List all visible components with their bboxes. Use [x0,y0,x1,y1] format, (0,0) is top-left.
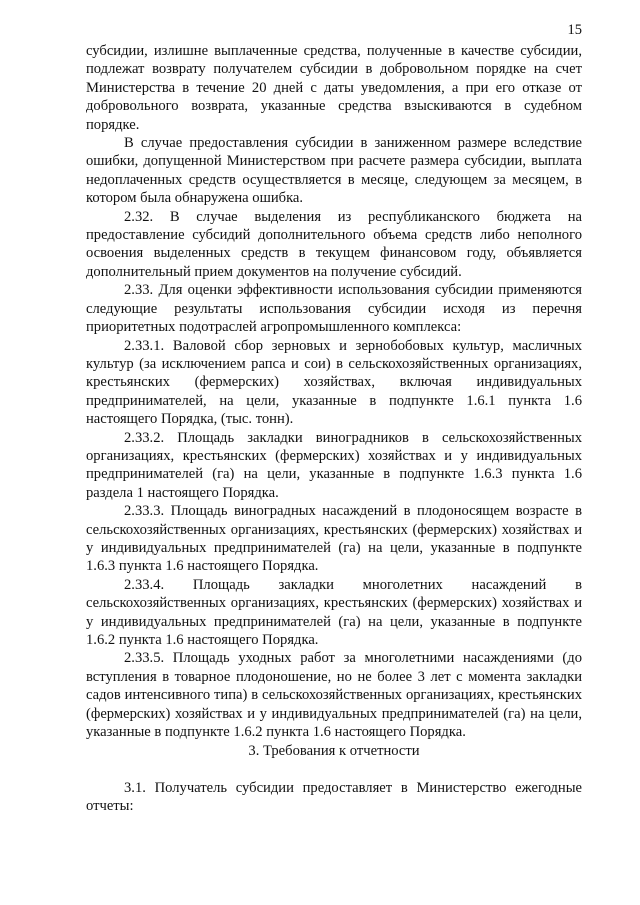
paragraph-underpayment: В случае предоставления субсидии в заниженном размере вследствие ошибки, допущенной Министерством при расчете размера субсидии, выплата недоплаченных средств осуществляется в месяце, следующем за месяцем, в котором была обнаружена ошибка. [86,135,582,207]
section-heading: 3. Требования к отчетности [248,743,420,759]
paragraph-2-33-5: 2.33.5. Площадь уходных работ за многолетними насаждениями (до вступления в товарное плодоношение, но не более 3 лет с момента закладки садов интенсивного типа) в сельскохозяйственных организациях, крестьянских (фермерских) хозяйствах и у индивидуальных предпринимателей (га) на цели, указанные в подпункте 1.6.2 пункта 1.6 настоящего Порядка. [86,650,582,741]
paragraph-2-33-4: 2.33.4. Площадь закладки многолетних насаждений в сельскохозяйственных организациях, крестьянских (фермерских) хозяйствах и у индивидуальных предпринимателей (га) на цели, указанные в подпункте 1.6.2 пункта 1.6 настоящего Порядка. [86,576,582,648]
paragraph-2-33: 2.33. Для оценки эффективности использования субсидии применяются следующие результаты использования субсидии исходя из перечня приоритетных подотраслей агропромышленного комплекса: [86,282,582,336]
page-number: 15 [567,22,582,38]
paragraph-2-33-2: 2.33.2. Площадь закладки виноградников в сельскохозяйственных организациях, крестьянских (фермерских) хозяйствах и у индивидуальных предпринимателей (га) на цели, указанные в подпункте 1.6.3 пункта 1.6 раздела 1 настоящего Порядка. [86,429,582,501]
paragraph-2-33-1: 2.33.1. Валовой сбор зерновых и зернобобовых культур, масличных культур (за исключением рапса и сои) в сельскохозяйственных организациях, крестьянских (фермерских) хозяйствах, включая индивидуальных предпринимателей, на цели, указанные в подпункте 1.6.1 пункта 1.6 настоящего Порядка, (тыс. тонн). [86,337,582,428]
section-3-text [86,779,582,816]
paragraph-subsidy-refund: субсидии, излишне выплаченные средства, полученные в качестве субсидии, подлежат возврату получателем субсидии в добровольном порядке на счет Министерства в течение 20 дней с даты уведомления, а при его отказе от добровольного возврата, указанные средства взыскиваются в судебном порядке. [86,43,582,133]
paragraph-2-33-3: 2.33.3. Площадь виноградных насаждений в плодоносящем возрасте в сельскохозяйственных организациях, крестьянских (фермерских) хозяйствах и у индивидуальных предпринимателей (га) на цели, указанные в подпункте 1.6.3 пункта 1.6 настоящего Порядка. [86,503,582,575]
paragraph-2-32: 2.32. В случае выделения из республиканского бюджета на предоставление субсидий дополнительного объема средств либо неполного освоения выделенных средств в текущем финансовом году, объявляется дополнительный прием документов на получение субсидий. [86,208,582,280]
body-text [86,42,582,741]
paragraph-3-1: 3.1. Получатель субсидии предоставляет в Министерство ежегодные отчеты: [86,780,582,815]
